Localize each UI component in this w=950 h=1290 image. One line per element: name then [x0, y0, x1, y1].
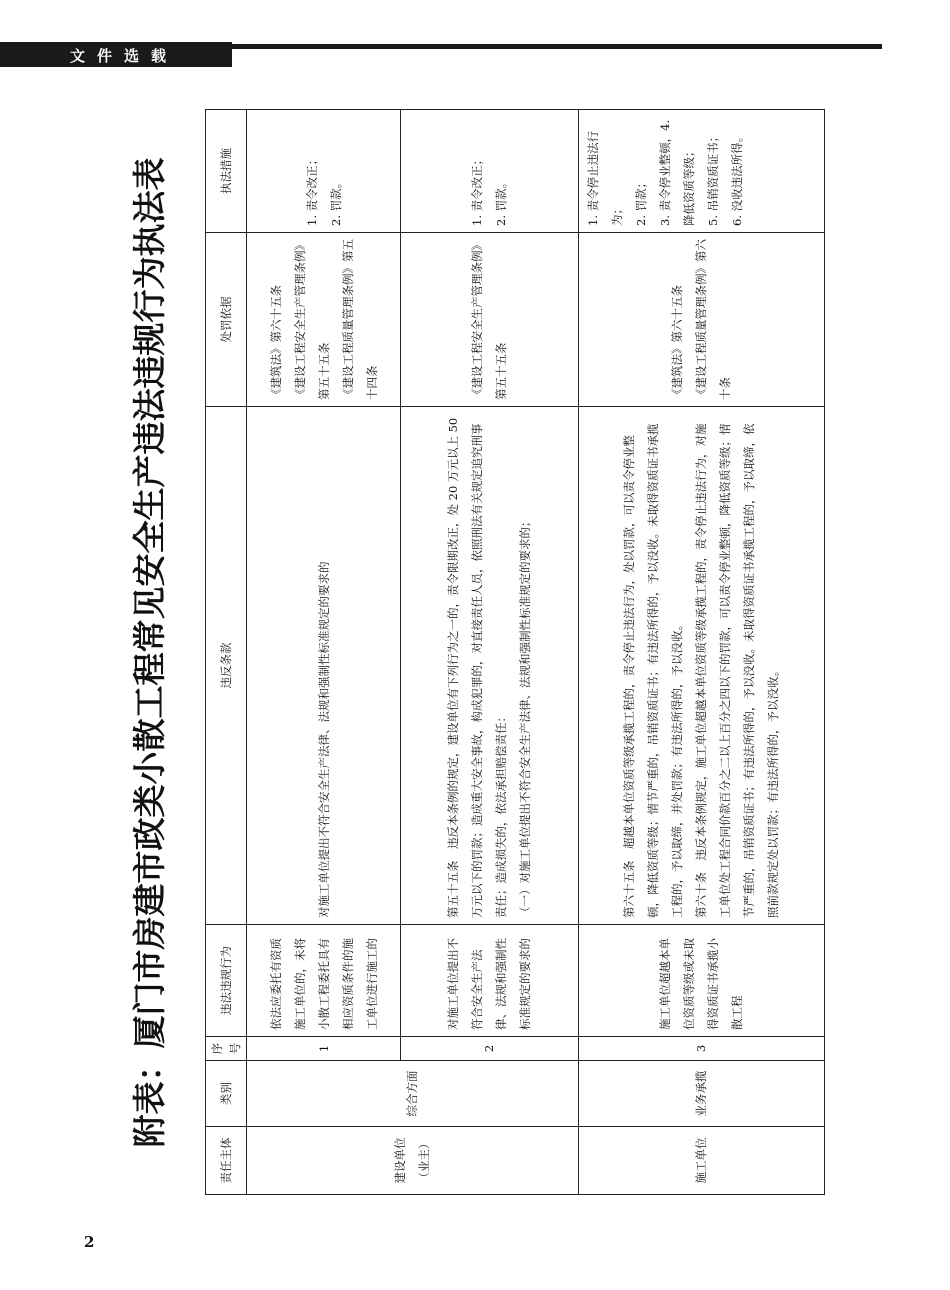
responsible-subject: 施工单位 [578, 1127, 825, 1195]
table-row [401, 110, 578, 1195]
penalty-basis [247, 233, 401, 407]
table-header-row [206, 110, 247, 1195]
enforcement-table [205, 109, 825, 1195]
measure-item: 3. 责令停业整顿，4. 降低资质等级； [657, 119, 696, 226]
measure-item: 1. 责令改正； [470, 153, 485, 226]
enforcement-measures [247, 110, 401, 233]
basis-item: 《建设工程安全生产管理条例》第五十五条 [292, 239, 331, 400]
header-behavior: 违法违规行为 [206, 925, 247, 1037]
basis-item: 《建设工程质量管理条例》第六十条 [694, 239, 733, 400]
section-label: 文件选载 [70, 47, 179, 65]
header-rule [232, 44, 882, 49]
category: 业务承揽 [578, 1061, 825, 1127]
violated-clause [578, 407, 825, 925]
header-clause: 违反条款 [206, 407, 247, 925]
penalty-basis [401, 233, 578, 407]
enforcement-measures [401, 110, 578, 233]
responsible-subject: 建设单位（业主） [247, 1127, 579, 1195]
header-measures: 执法措施 [206, 110, 247, 233]
page-number: 2 [84, 1233, 95, 1251]
row-number: 1 [247, 1037, 401, 1061]
violated-clause [401, 407, 578, 925]
violation-behavior: 施工单位超越本单位资质等级或未取得资质证书承揽小散工程 [578, 925, 825, 1037]
measure-item: 2. 罚款； [633, 176, 648, 226]
clause-paragraph: 第六十条 违反本条例规定，施工单位超越本单位资质等级承揽工程的，责令停止违法行为，对施工单位处工程合同价款百分之二以上百分之四以下的罚款，可以责令停业整顿，降低资质等级；情节严重的，吊销资质证书；有违法所得的，予以没收。未取得资质证书承揽工程的，予以取缔，依照前款规定处以罚款；有违法所得的，予以没收。 [694, 423, 781, 918]
penalty-basis [578, 233, 825, 407]
basis-item: 《建筑法》第六十五条 [268, 285, 283, 400]
basis-item: 《建设工程安全生产管理条例》第五十五条 [470, 239, 509, 400]
measure-item: 1. 责令停止违法行为； [585, 130, 624, 226]
measure-item: 2. 罚款。 [328, 176, 343, 226]
measure-item: 5. 吊销资质证书； [705, 130, 720, 226]
header-subject: 责任主体 [206, 1127, 247, 1195]
clause-paragraph: 第五十五条 违反本条例的规定，建设单位有下列行为之一的，责令限期改正，处 20 万元以上 50 万元以下的罚款；造成重大安全事故，构成犯罪的，对直接责任人员，依照刑法有关规定追究刑事责任；造成损失的，依法承担赔偿责任： [446, 417, 509, 918]
measure-item: 2. 罚款。 [494, 176, 509, 226]
clause-paragraph: 对施工单位提出不符合安全生产法律、法规和强制性标准规定的要求的 [316, 561, 331, 918]
violation-behavior: 对施工单位提出不符合安全生产法律、法规和强制性标准规定的要求的 [401, 925, 578, 1037]
measure-item: 6. 没收违法所得。 [729, 130, 744, 226]
page-title: 附表：厦门市房建市政类小散工程常见安全生产违法违规行为执法表 [130, 157, 169, 1148]
clause-paragraph: 第六十五条 超越本单位资质等级承揽工程的，责令停止违法行为，处以罚款，可以责令停业整顿，降低资质等级；情节严重的，吊销资质证书；有违法所得的，予以没收。未取得资质证书承揽工程的，予以取缔，并处罚款；有违法所得的，予以没收。 [622, 423, 685, 918]
table-row [578, 110, 825, 1195]
header-number: 序号 [206, 1037, 247, 1061]
violation-behavior: 依法应委托有资质施工单位的，未将小散工程委托具有相应资质条件的施工单位进行施工的 [247, 925, 401, 1037]
category: 综合方面 [247, 1061, 579, 1127]
violated-clause [247, 407, 401, 925]
basis-item: 《建设工程质量管理条例》第五十四条 [340, 239, 379, 400]
header-basis: 处罚依据 [206, 233, 247, 407]
rotated-page-content [130, 110, 865, 1195]
clause-paragraph: （一）对施工单位提出不符合安全生产法律、法规和强制性标准规定的要求的； [518, 515, 533, 918]
row-number: 2 [401, 1037, 578, 1061]
header-category: 类别 [206, 1061, 247, 1127]
measure-item: 1. 责令改正； [304, 153, 319, 226]
basis-item: 《建筑法》第六十五条 [670, 285, 685, 400]
enforcement-measures [578, 110, 825, 233]
row-number: 3 [578, 1037, 825, 1061]
table-row [247, 110, 401, 1195]
